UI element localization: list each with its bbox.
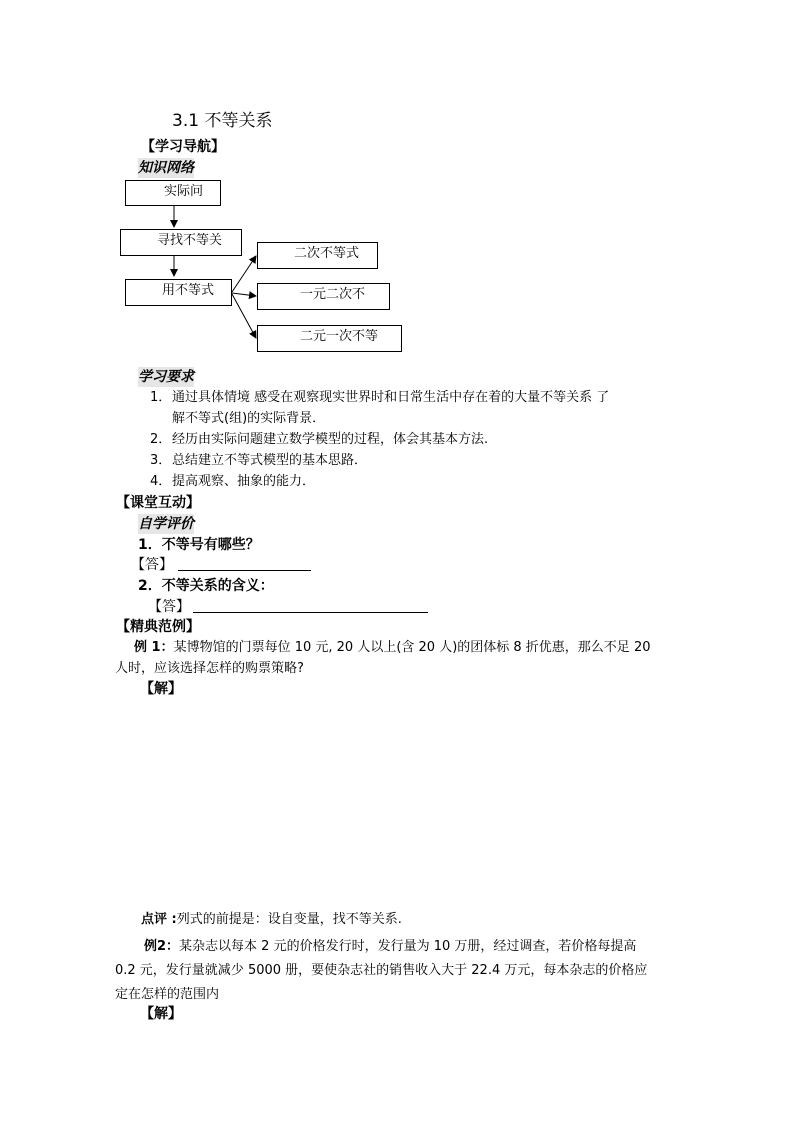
diagram-box-find-inequality: 寻找不等关 bbox=[120, 229, 242, 256]
answer-2-label: 【答】 bbox=[148, 599, 190, 615]
req-4-text: 提高观察、抽象的能力． bbox=[172, 474, 316, 489]
example-2-text bbox=[144, 937, 636, 957]
solution-1-label: 【解】 bbox=[140, 681, 182, 697]
self-eval-label: 自学评价 bbox=[138, 516, 194, 532]
req-3-text: 总结建立不等式模型的基本思路． bbox=[172, 453, 368, 468]
example-2-line2: 0.2 元，发行量就减少 5000 册，要使杂志社的销售收入大于 22.4 万元，每本杂志的价格应 bbox=[115, 963, 648, 978]
req-1-number: 1． bbox=[150, 390, 172, 405]
examples-heading: 【精典范例】 bbox=[116, 619, 200, 635]
example-1-line2: 人时，应该选择怎样的购票策略? bbox=[115, 661, 304, 676]
example-2-line1: 某杂志以每本 2 元的价格发行时，发行量为 10 万册，经过调查，若价格每提高 bbox=[179, 939, 637, 954]
question-2: 2．不等关系的含义： bbox=[138, 578, 274, 594]
answer-1-line bbox=[178, 570, 311, 571]
comment-content: 列式的前提是：设自变量，找不等关系. bbox=[176, 912, 402, 927]
example-2-line3: 定在怎样的范围内 bbox=[115, 987, 220, 1002]
example-1-label: 例 1： bbox=[134, 640, 174, 655]
question-1: 1．不等号有哪些？ bbox=[138, 537, 260, 553]
requirements-label: 学习要求 bbox=[138, 369, 194, 385]
example-1-line1: 某博物馆的门票每位 10 元, 20 人以上(含 20 人)的团体标 8 折优惠，那么不足 20 bbox=[173, 640, 651, 655]
page-title: 3.1 不等关系 bbox=[172, 111, 273, 131]
example-2-label: 例2： bbox=[144, 939, 180, 954]
req-1-line2: 解不等式(组)的实际背景． bbox=[172, 411, 326, 426]
comment-label: 点评 : bbox=[141, 912, 177, 927]
comment-text bbox=[141, 910, 402, 930]
answer-1-label: 【答】 bbox=[131, 557, 173, 573]
solution-2-label: 【解】 bbox=[140, 1006, 182, 1022]
diagram-box-use-inequality: 用不等式 bbox=[125, 279, 232, 306]
req-2-text: 经历由实际问题建立数学模型的过程，体会其基本方法. bbox=[172, 432, 489, 447]
diagram-box-one-var-quadratic: 一元二次不 bbox=[257, 283, 390, 310]
req-2-number: 2． bbox=[150, 432, 172, 447]
arrow-right-2 bbox=[232, 293, 256, 296]
arrow-right-3 bbox=[232, 294, 256, 338]
diagram-box-two-var-linear: 二元一次不等 bbox=[257, 325, 402, 352]
req-4-number: 4． bbox=[150, 474, 172, 489]
answer-2-line bbox=[193, 612, 428, 613]
req-1-line1: 通过具体情境 感受在观察现实世界时和日常生活中存在着的大量不等关系 了 bbox=[172, 390, 610, 405]
arrow-right-1 bbox=[232, 256, 256, 292]
knowledge-network-label: 知识网络 bbox=[138, 160, 194, 176]
diagram-box-quadratic-inequality: 二次不等式 bbox=[257, 242, 378, 269]
diagram-box-real-problem: 实际问 bbox=[125, 180, 221, 206]
example-1-text bbox=[134, 638, 650, 658]
learning-nav-heading: 【学习导航】 bbox=[141, 139, 225, 155]
classroom-heading: 【课堂互动】 bbox=[116, 495, 200, 511]
req-3-number: 3． bbox=[150, 453, 172, 468]
